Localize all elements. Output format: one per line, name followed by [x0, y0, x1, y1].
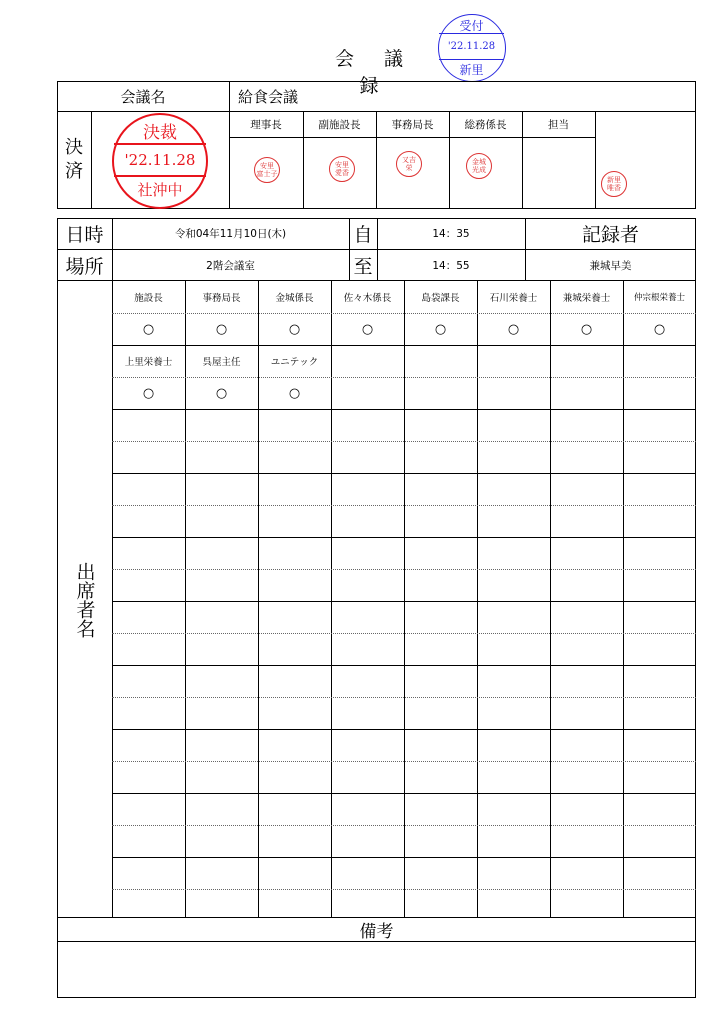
decision-stamp-name: 社沖中 — [137, 180, 183, 199]
attendance-mark: ○ — [580, 321, 593, 337]
attendance-mark: ○ — [361, 321, 374, 337]
decision-stamp-top: 決裁 — [143, 122, 177, 143]
attendee-name: 金城係長 — [275, 293, 314, 304]
from-time: 14：35 — [432, 228, 470, 240]
hanko-3: 又吉 栄 — [396, 151, 422, 177]
attendance-mark: ○ — [142, 321, 155, 337]
receipt-stamp-name: 新里 — [459, 62, 484, 77]
attendance-mark: ○ — [507, 321, 520, 337]
from-label: 自 — [353, 224, 373, 246]
receipt-stamp — [438, 14, 506, 82]
receipt-stamp-top: 受付 — [459, 18, 484, 33]
attendance-mark: ○ — [288, 385, 301, 401]
attendance-mark: ○ — [653, 321, 666, 337]
role-5: 担当 — [548, 119, 569, 131]
datetime-value: 令和04年11月10日(木) — [174, 228, 287, 240]
place-label: 場所 — [65, 255, 104, 278]
decision-stamp — [112, 113, 208, 209]
attendees-label: 出席者名 — [73, 561, 96, 638]
decision-stamp-date: '22.11.28 — [124, 151, 196, 169]
attendee-name: 兼城栄養士 — [562, 293, 611, 304]
hanko-4: 金城 光成 — [466, 153, 492, 179]
attendee-name: 事務局長 — [202, 293, 241, 304]
recorder-label: 記録者 — [581, 224, 639, 246]
attendee-name: 呉屋主任 — [202, 357, 241, 368]
role-2: 副施設長 — [318, 119, 361, 131]
attendance-mark: ○ — [434, 321, 447, 337]
hanko-2: 安里 愛香 — [329, 156, 355, 182]
meeting-name-value: 給食会議 — [238, 88, 299, 106]
meeting-name-label: 会議名 — [120, 87, 166, 106]
attendee-name: 上里栄養士 — [124, 357, 173, 368]
role-3: 事務局長 — [391, 119, 434, 131]
role-4: 総務係長 — [464, 119, 507, 131]
attendee-name: 佐々木係長 — [343, 293, 392, 304]
attendee-name: 仲宗根栄養士 — [633, 293, 685, 303]
attendance-mark: ○ — [215, 321, 228, 337]
attendance-mark: ○ — [215, 385, 228, 401]
to-label: 至 — [353, 255, 373, 278]
remarks-label: 備考 — [359, 922, 394, 942]
attendee-name: 施設長 — [134, 293, 163, 304]
attendee-name: 石川栄養士 — [489, 293, 538, 304]
page-title: 会 議 録 — [334, 48, 416, 97]
datetime-label: 日時 — [65, 224, 104, 246]
approval-label: 決 済 — [65, 137, 83, 182]
receipt-stamp-date: '22.11.28 — [447, 40, 496, 52]
attendance-mark: ○ — [288, 321, 301, 337]
to-time: 14：55 — [432, 259, 470, 272]
attendee-name: 島袋課長 — [421, 293, 460, 304]
place-value: 2階会議室 — [206, 259, 255, 272]
hanko-1: 安里 富士子 — [254, 157, 280, 183]
recorder-name: 兼城早美 — [589, 259, 632, 272]
attendee-name: ユニテック — [270, 357, 319, 368]
hanko-5: 新里 唯香 — [601, 171, 627, 197]
attendance-mark: ○ — [142, 385, 155, 401]
role-1: 理事長 — [250, 119, 282, 131]
